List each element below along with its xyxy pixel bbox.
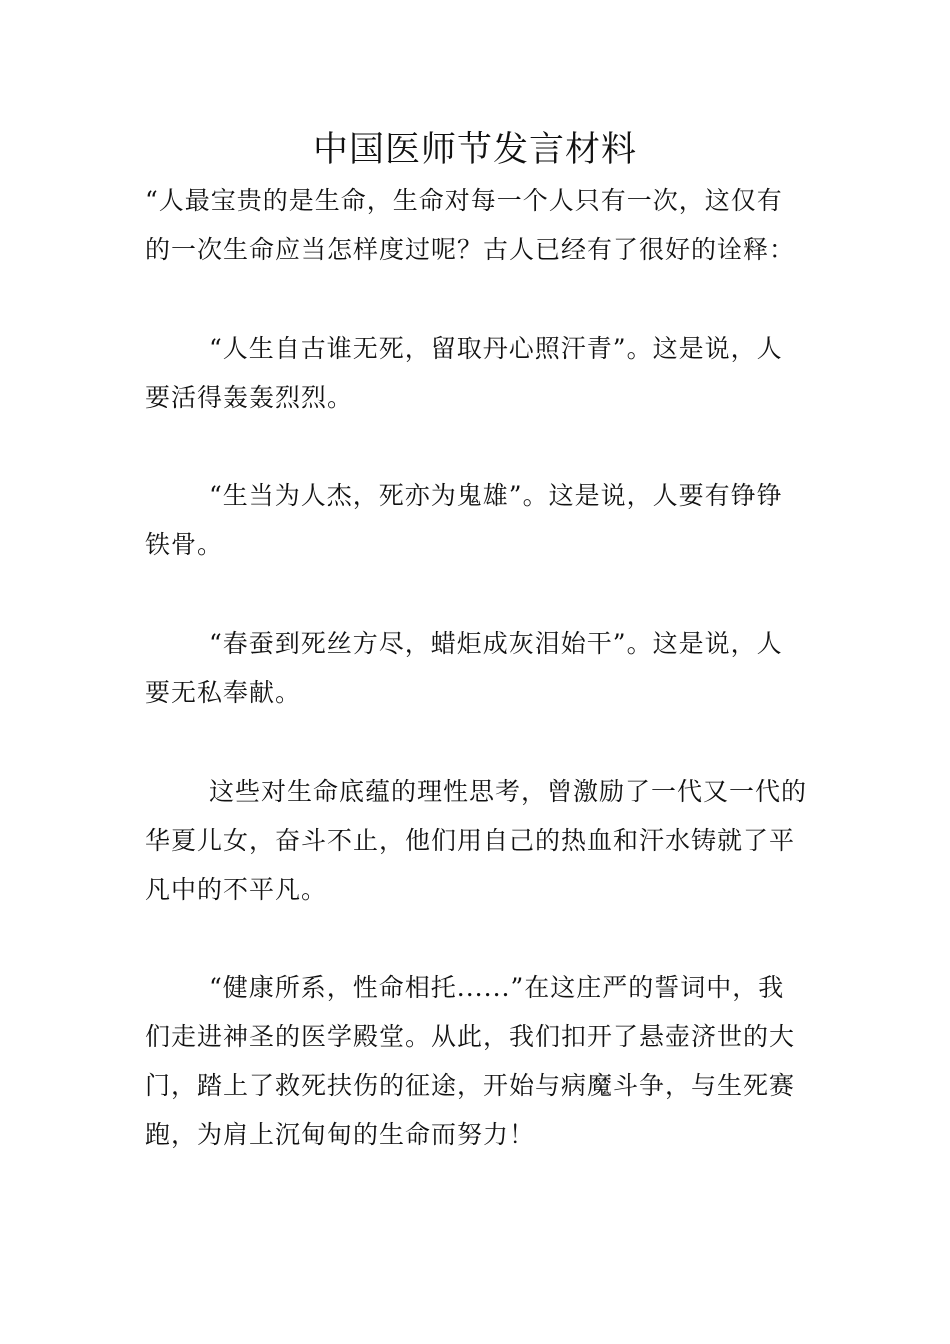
paragraph-intro: “人最宝贵的是生命，生命对每一个人只有一次，这仅有的一次生命应当怎样度过呢？古人已经有了很好的诠释： bbox=[145, 186, 796, 264]
paragraph-oath: “健康所系，性命相托......”在这庄严的誓词中，我们走进神圣的医学殿堂。从此，我们扣开了悬壶济世的大门，踏上了救死扶伤的征途，开始与病魔斗争，与生死赛跑，为肩上沉甸甸的生命而努力！ bbox=[145, 973, 796, 1149]
paragraph-quote-3: “春蚕到死丝方尽，蜡炬成灰泪始干”。这是说，人要无私奉献。 bbox=[145, 629, 783, 707]
paragraph-quote-1: “人生自古谁无死，留取丹心照汗青”。这是说，人要活得轰轰烈烈。 bbox=[145, 334, 783, 412]
paragraph-quote-2: “生当为人杰，死亦为鬼雄”。这是说，人要有铮铮铁骨。 bbox=[145, 481, 783, 559]
paragraph-reflection: 这些对生命底蕴的理性思考，曾激励了一代又一代的华夏儿女，奋斗不止，他们用自己的热血和汗水铸就了平凡中的不平凡。 bbox=[145, 777, 808, 904]
document-title: 中国医师节发言材料 bbox=[312, 130, 637, 170]
